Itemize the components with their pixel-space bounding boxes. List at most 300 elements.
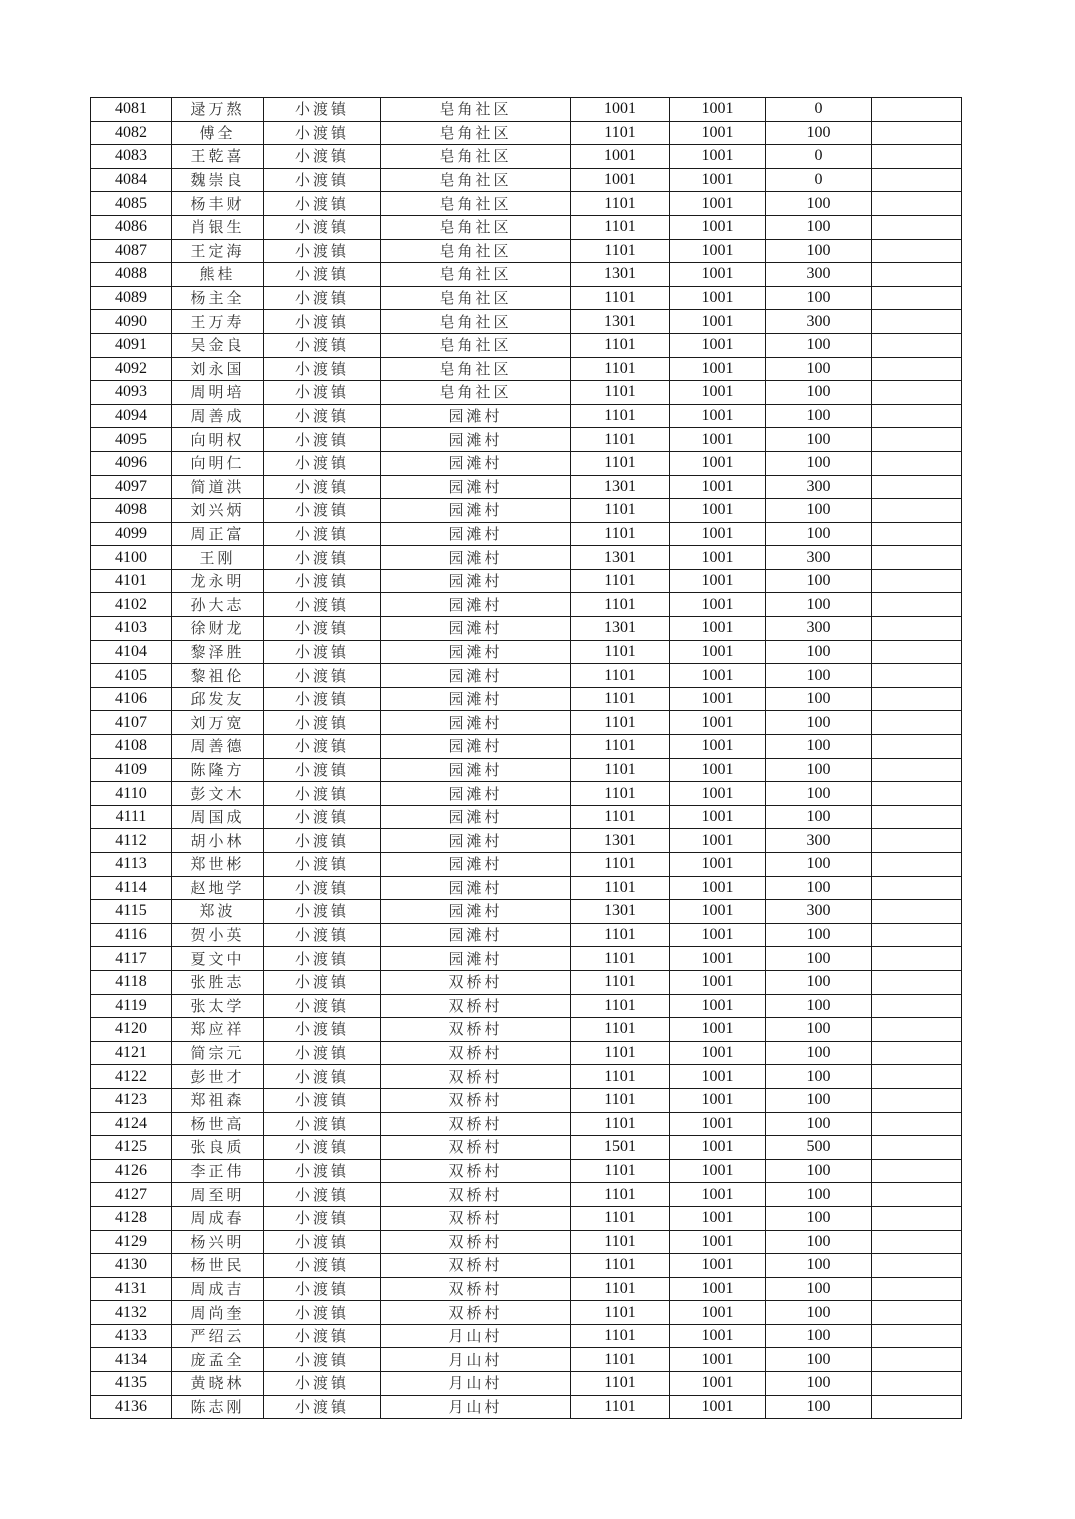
row-number-cell: 4127 xyxy=(91,1183,172,1207)
code-b-cell: 1001 xyxy=(670,711,766,735)
code-b-cell: 1001 xyxy=(670,1206,766,1230)
town-cell: 小渡镇 xyxy=(264,1041,381,1065)
code-a-cell: 1301 xyxy=(571,475,670,499)
village-cell: 双桥村 xyxy=(381,1088,571,1112)
village-cell: 园滩村 xyxy=(381,593,571,617)
name-cell: 杨丰财 xyxy=(172,192,264,216)
village-cell: 园滩村 xyxy=(381,475,571,499)
amount-cell: 100 xyxy=(766,1112,872,1136)
town-cell: 小渡镇 xyxy=(264,782,381,806)
town-cell: 小渡镇 xyxy=(264,687,381,711)
name-cell: 周国成 xyxy=(172,805,264,829)
town-cell: 小渡镇 xyxy=(264,1183,381,1207)
table-row xyxy=(91,475,962,499)
note-cell xyxy=(872,192,962,216)
table-row xyxy=(91,853,962,877)
amount-cell: 100 xyxy=(766,1159,872,1183)
row-number-cell: 4110 xyxy=(91,782,172,806)
name-cell: 杨主全 xyxy=(172,286,264,310)
note-cell xyxy=(872,333,962,357)
row-number-cell: 4081 xyxy=(91,98,172,122)
note-cell xyxy=(872,1018,962,1042)
village-cell: 园滩村 xyxy=(381,947,571,971)
name-cell: 贺小英 xyxy=(172,923,264,947)
table-row xyxy=(91,758,962,782)
name-cell: 傅全 xyxy=(172,121,264,145)
town-cell: 小渡镇 xyxy=(264,876,381,900)
code-a-cell: 1101 xyxy=(571,1112,670,1136)
row-number-cell: 4113 xyxy=(91,853,172,877)
note-cell xyxy=(872,876,962,900)
code-b-cell: 1001 xyxy=(670,593,766,617)
name-cell: 赵地学 xyxy=(172,876,264,900)
village-cell: 园滩村 xyxy=(381,522,571,546)
village-cell: 双桥村 xyxy=(381,1183,571,1207)
table-row xyxy=(91,829,962,853)
village-cell: 皂角社区 xyxy=(381,98,571,122)
town-cell: 小渡镇 xyxy=(264,1230,381,1254)
note-cell xyxy=(872,829,962,853)
note-cell xyxy=(872,1065,962,1089)
name-cell: 孙大志 xyxy=(172,593,264,617)
row-number-cell: 4136 xyxy=(91,1395,172,1419)
code-b-cell: 1001 xyxy=(670,1041,766,1065)
code-a-cell: 1101 xyxy=(571,1206,670,1230)
row-number-cell: 4103 xyxy=(91,617,172,641)
town-cell: 小渡镇 xyxy=(264,168,381,192)
name-cell: 王乾喜 xyxy=(172,145,264,169)
town-cell: 小渡镇 xyxy=(264,1348,381,1372)
amount-cell: 100 xyxy=(766,1183,872,1207)
amount-cell: 100 xyxy=(766,994,872,1018)
code-b-cell: 1001 xyxy=(670,428,766,452)
table-row xyxy=(91,1136,962,1160)
village-cell: 园滩村 xyxy=(381,876,571,900)
row-number-cell: 4123 xyxy=(91,1088,172,1112)
note-cell xyxy=(872,404,962,428)
note-cell xyxy=(872,1348,962,1372)
name-cell: 彭世才 xyxy=(172,1065,264,1089)
row-number-cell: 4086 xyxy=(91,215,172,239)
table-row xyxy=(91,381,962,405)
amount-cell: 100 xyxy=(766,640,872,664)
table-row xyxy=(91,900,962,924)
note-cell xyxy=(872,1112,962,1136)
code-b-cell: 1001 xyxy=(670,98,766,122)
village-cell: 月山村 xyxy=(381,1395,571,1419)
row-number-cell: 4092 xyxy=(91,357,172,381)
amount-cell: 100 xyxy=(766,522,872,546)
village-cell: 皂角社区 xyxy=(381,310,571,334)
code-b-cell: 1001 xyxy=(670,805,766,829)
row-number-cell: 4085 xyxy=(91,192,172,216)
amount-cell: 100 xyxy=(766,758,872,782)
note-cell xyxy=(872,98,962,122)
row-number-cell: 4129 xyxy=(91,1230,172,1254)
amount-cell: 100 xyxy=(766,451,872,475)
table-row xyxy=(91,451,962,475)
code-a-cell: 1501 xyxy=(571,1136,670,1160)
note-cell xyxy=(872,263,962,287)
name-cell: 周至明 xyxy=(172,1183,264,1207)
name-cell: 彭文木 xyxy=(172,782,264,806)
town-cell: 小渡镇 xyxy=(264,900,381,924)
village-cell: 皂角社区 xyxy=(381,215,571,239)
code-a-cell: 1101 xyxy=(571,876,670,900)
name-cell: 郑祖森 xyxy=(172,1088,264,1112)
note-cell xyxy=(872,310,962,334)
note-cell xyxy=(872,499,962,523)
amount-cell: 300 xyxy=(766,546,872,570)
amount-cell: 500 xyxy=(766,1136,872,1160)
row-number-cell: 4124 xyxy=(91,1112,172,1136)
name-cell: 郑应祥 xyxy=(172,1018,264,1042)
amount-cell: 300 xyxy=(766,900,872,924)
note-cell xyxy=(872,428,962,452)
code-b-cell: 1001 xyxy=(670,735,766,759)
row-number-cell: 4112 xyxy=(91,829,172,853)
code-b-cell: 1001 xyxy=(670,1136,766,1160)
village-cell: 园滩村 xyxy=(381,428,571,452)
village-cell: 双桥村 xyxy=(381,1301,571,1325)
town-cell: 小渡镇 xyxy=(264,310,381,334)
village-cell: 园滩村 xyxy=(381,829,571,853)
table-row xyxy=(91,522,962,546)
name-cell: 杨兴明 xyxy=(172,1230,264,1254)
row-number-cell: 4089 xyxy=(91,286,172,310)
note-cell xyxy=(872,593,962,617)
village-cell: 双桥村 xyxy=(381,1018,571,1042)
note-cell xyxy=(872,1395,962,1419)
row-number-cell: 4131 xyxy=(91,1277,172,1301)
note-cell xyxy=(872,121,962,145)
village-cell: 园滩村 xyxy=(381,711,571,735)
village-cell: 园滩村 xyxy=(381,664,571,688)
code-b-cell: 1001 xyxy=(670,239,766,263)
name-cell: 简道洪 xyxy=(172,475,264,499)
note-cell xyxy=(872,1277,962,1301)
code-b-cell: 1001 xyxy=(670,1183,766,1207)
amount-cell: 100 xyxy=(766,1395,872,1419)
name-cell: 黄晓林 xyxy=(172,1372,264,1396)
row-number-cell: 4121 xyxy=(91,1041,172,1065)
village-cell: 双桥村 xyxy=(381,1254,571,1278)
table-row xyxy=(91,1018,962,1042)
row-number-cell: 4088 xyxy=(91,263,172,287)
table-row xyxy=(91,546,962,570)
amount-cell: 100 xyxy=(766,192,872,216)
name-cell: 周正富 xyxy=(172,522,264,546)
note-cell xyxy=(872,451,962,475)
code-b-cell: 1001 xyxy=(670,546,766,570)
town-cell: 小渡镇 xyxy=(264,475,381,499)
code-a-cell: 1101 xyxy=(571,640,670,664)
code-a-cell: 1101 xyxy=(571,1395,670,1419)
table-row xyxy=(91,876,962,900)
code-b-cell: 1001 xyxy=(670,192,766,216)
village-cell: 皂角社区 xyxy=(381,263,571,287)
amount-cell: 100 xyxy=(766,239,872,263)
table-body xyxy=(91,98,962,1419)
code-b-cell: 1001 xyxy=(670,994,766,1018)
amount-cell: 300 xyxy=(766,310,872,334)
code-b-cell: 1001 xyxy=(670,923,766,947)
row-number-cell: 4135 xyxy=(91,1372,172,1396)
amount-cell: 100 xyxy=(766,1301,872,1325)
row-number-cell: 4108 xyxy=(91,735,172,759)
note-cell xyxy=(872,758,962,782)
town-cell: 小渡镇 xyxy=(264,263,381,287)
row-number-cell: 4132 xyxy=(91,1301,172,1325)
code-b-cell: 1001 xyxy=(670,310,766,334)
town-cell: 小渡镇 xyxy=(264,853,381,877)
code-a-cell: 1101 xyxy=(571,1065,670,1089)
name-cell: 陈隆方 xyxy=(172,758,264,782)
amount-cell: 100 xyxy=(766,569,872,593)
note-cell xyxy=(872,1041,962,1065)
code-a-cell: 1101 xyxy=(571,1018,670,1042)
town-cell: 小渡镇 xyxy=(264,98,381,122)
row-number-cell: 4101 xyxy=(91,569,172,593)
village-cell: 皂角社区 xyxy=(381,121,571,145)
town-cell: 小渡镇 xyxy=(264,451,381,475)
code-a-cell: 1101 xyxy=(571,215,670,239)
code-b-cell: 1001 xyxy=(670,1372,766,1396)
village-cell: 皂角社区 xyxy=(381,357,571,381)
note-cell xyxy=(872,923,962,947)
town-cell: 小渡镇 xyxy=(264,994,381,1018)
row-number-cell: 4117 xyxy=(91,947,172,971)
name-cell: 严绍云 xyxy=(172,1324,264,1348)
amount-cell: 0 xyxy=(766,145,872,169)
code-a-cell: 1101 xyxy=(571,1324,670,1348)
table-row xyxy=(91,1230,962,1254)
name-cell: 王定海 xyxy=(172,239,264,263)
amount-cell: 100 xyxy=(766,947,872,971)
row-number-cell: 4109 xyxy=(91,758,172,782)
name-cell: 黎祖伦 xyxy=(172,664,264,688)
village-cell: 园滩村 xyxy=(381,546,571,570)
data-table xyxy=(90,97,962,1419)
table-row xyxy=(91,805,962,829)
name-cell: 刘万宽 xyxy=(172,711,264,735)
code-b-cell: 1001 xyxy=(670,876,766,900)
note-cell xyxy=(872,900,962,924)
name-cell: 杨世民 xyxy=(172,1254,264,1278)
note-cell xyxy=(872,805,962,829)
amount-cell: 100 xyxy=(766,381,872,405)
row-number-cell: 4105 xyxy=(91,664,172,688)
code-a-cell: 1001 xyxy=(571,145,670,169)
code-b-cell: 1001 xyxy=(670,1277,766,1301)
name-cell: 郑波 xyxy=(172,900,264,924)
code-a-cell: 1101 xyxy=(571,569,670,593)
name-cell: 周善成 xyxy=(172,404,264,428)
table-row xyxy=(91,1088,962,1112)
code-b-cell: 1001 xyxy=(670,145,766,169)
town-cell: 小渡镇 xyxy=(264,829,381,853)
code-b-cell: 1001 xyxy=(670,853,766,877)
code-b-cell: 1001 xyxy=(670,640,766,664)
village-cell: 园滩村 xyxy=(381,758,571,782)
row-number-cell: 4099 xyxy=(91,522,172,546)
name-cell: 向明权 xyxy=(172,428,264,452)
name-cell: 吴金良 xyxy=(172,333,264,357)
village-cell: 园滩村 xyxy=(381,923,571,947)
name-cell: 张良质 xyxy=(172,1136,264,1160)
amount-cell: 100 xyxy=(766,1324,872,1348)
code-b-cell: 1001 xyxy=(670,121,766,145)
village-cell: 皂角社区 xyxy=(381,168,571,192)
table-row xyxy=(91,121,962,145)
amount-cell: 100 xyxy=(766,1372,872,1396)
town-cell: 小渡镇 xyxy=(264,1277,381,1301)
row-number-cell: 4111 xyxy=(91,805,172,829)
code-a-cell: 1101 xyxy=(571,381,670,405)
town-cell: 小渡镇 xyxy=(264,758,381,782)
row-number-cell: 4104 xyxy=(91,640,172,664)
village-cell: 园滩村 xyxy=(381,687,571,711)
amount-cell: 100 xyxy=(766,215,872,239)
code-b-cell: 1001 xyxy=(670,381,766,405)
village-cell: 皂角社区 xyxy=(381,145,571,169)
code-a-cell: 1301 xyxy=(571,900,670,924)
code-a-cell: 1101 xyxy=(571,970,670,994)
code-b-cell: 1001 xyxy=(670,475,766,499)
row-number-cell: 4128 xyxy=(91,1206,172,1230)
village-cell: 双桥村 xyxy=(381,1136,571,1160)
table-row xyxy=(91,145,962,169)
table-row xyxy=(91,1301,962,1325)
table-row xyxy=(91,263,962,287)
village-cell: 园滩村 xyxy=(381,404,571,428)
row-number-cell: 4114 xyxy=(91,876,172,900)
note-cell xyxy=(872,1230,962,1254)
village-cell: 月山村 xyxy=(381,1372,571,1396)
row-number-cell: 4119 xyxy=(91,994,172,1018)
name-cell: 庞孟全 xyxy=(172,1348,264,1372)
note-cell xyxy=(872,357,962,381)
amount-cell: 300 xyxy=(766,829,872,853)
name-cell: 魏崇良 xyxy=(172,168,264,192)
code-a-cell: 1101 xyxy=(571,1088,670,1112)
town-cell: 小渡镇 xyxy=(264,499,381,523)
amount-cell: 100 xyxy=(766,1254,872,1278)
name-cell: 周尚奎 xyxy=(172,1301,264,1325)
table-row xyxy=(91,239,962,263)
town-cell: 小渡镇 xyxy=(264,640,381,664)
table-row xyxy=(91,1183,962,1207)
table-row xyxy=(91,735,962,759)
name-cell: 周明培 xyxy=(172,381,264,405)
code-a-cell: 1101 xyxy=(571,947,670,971)
code-a-cell: 1101 xyxy=(571,1254,670,1278)
village-cell: 园滩村 xyxy=(381,853,571,877)
row-number-cell: 4115 xyxy=(91,900,172,924)
name-cell: 肖银生 xyxy=(172,215,264,239)
row-number-cell: 4084 xyxy=(91,168,172,192)
name-cell: 周成春 xyxy=(172,1206,264,1230)
code-b-cell: 1001 xyxy=(670,664,766,688)
row-number-cell: 4130 xyxy=(91,1254,172,1278)
code-a-cell: 1301 xyxy=(571,310,670,334)
table-row xyxy=(91,404,962,428)
row-number-cell: 4125 xyxy=(91,1136,172,1160)
table-row xyxy=(91,98,962,122)
table-row xyxy=(91,1065,962,1089)
row-number-cell: 4126 xyxy=(91,1159,172,1183)
amount-cell: 100 xyxy=(766,1230,872,1254)
code-a-cell: 1101 xyxy=(571,1041,670,1065)
table-row xyxy=(91,640,962,664)
amount-cell: 100 xyxy=(766,711,872,735)
row-number-cell: 4082 xyxy=(91,121,172,145)
row-number-cell: 4093 xyxy=(91,381,172,405)
note-cell xyxy=(872,853,962,877)
amount-cell: 300 xyxy=(766,617,872,641)
row-number-cell: 4090 xyxy=(91,310,172,334)
code-b-cell: 1001 xyxy=(670,1159,766,1183)
village-cell: 双桥村 xyxy=(381,994,571,1018)
table-row xyxy=(91,947,962,971)
code-a-cell: 1101 xyxy=(571,1277,670,1301)
code-a-cell: 1101 xyxy=(571,664,670,688)
table-row xyxy=(91,617,962,641)
code-b-cell: 1001 xyxy=(670,357,766,381)
code-b-cell: 1001 xyxy=(670,970,766,994)
town-cell: 小渡镇 xyxy=(264,428,381,452)
code-a-cell: 1101 xyxy=(571,853,670,877)
row-number-cell: 4133 xyxy=(91,1324,172,1348)
name-cell: 徐财龙 xyxy=(172,617,264,641)
amount-cell: 100 xyxy=(766,1206,872,1230)
code-b-cell: 1001 xyxy=(670,1301,766,1325)
town-cell: 小渡镇 xyxy=(264,1159,381,1183)
row-number-cell: 4095 xyxy=(91,428,172,452)
code-b-cell: 1001 xyxy=(670,286,766,310)
name-cell: 夏文中 xyxy=(172,947,264,971)
town-cell: 小渡镇 xyxy=(264,1112,381,1136)
town-cell: 小渡镇 xyxy=(264,1018,381,1042)
code-a-cell: 1101 xyxy=(571,499,670,523)
town-cell: 小渡镇 xyxy=(264,923,381,947)
amount-cell: 100 xyxy=(766,357,872,381)
table-row xyxy=(91,569,962,593)
town-cell: 小渡镇 xyxy=(264,617,381,641)
code-a-cell: 1301 xyxy=(571,546,670,570)
row-number-cell: 4094 xyxy=(91,404,172,428)
village-cell: 月山村 xyxy=(381,1348,571,1372)
village-cell: 双桥村 xyxy=(381,1065,571,1089)
table-row xyxy=(91,1112,962,1136)
town-cell: 小渡镇 xyxy=(264,711,381,735)
table-row xyxy=(91,357,962,381)
amount-cell: 100 xyxy=(766,805,872,829)
name-cell: 刘永国 xyxy=(172,357,264,381)
note-cell xyxy=(872,664,962,688)
village-cell: 皂角社区 xyxy=(381,286,571,310)
table-row xyxy=(91,1348,962,1372)
note-cell xyxy=(872,145,962,169)
table-row xyxy=(91,782,962,806)
amount-cell: 100 xyxy=(766,286,872,310)
village-cell: 园滩村 xyxy=(381,617,571,641)
amount-cell: 100 xyxy=(766,876,872,900)
town-cell: 小渡镇 xyxy=(264,593,381,617)
code-a-cell: 1001 xyxy=(571,98,670,122)
row-number-cell: 4096 xyxy=(91,451,172,475)
code-b-cell: 1001 xyxy=(670,617,766,641)
